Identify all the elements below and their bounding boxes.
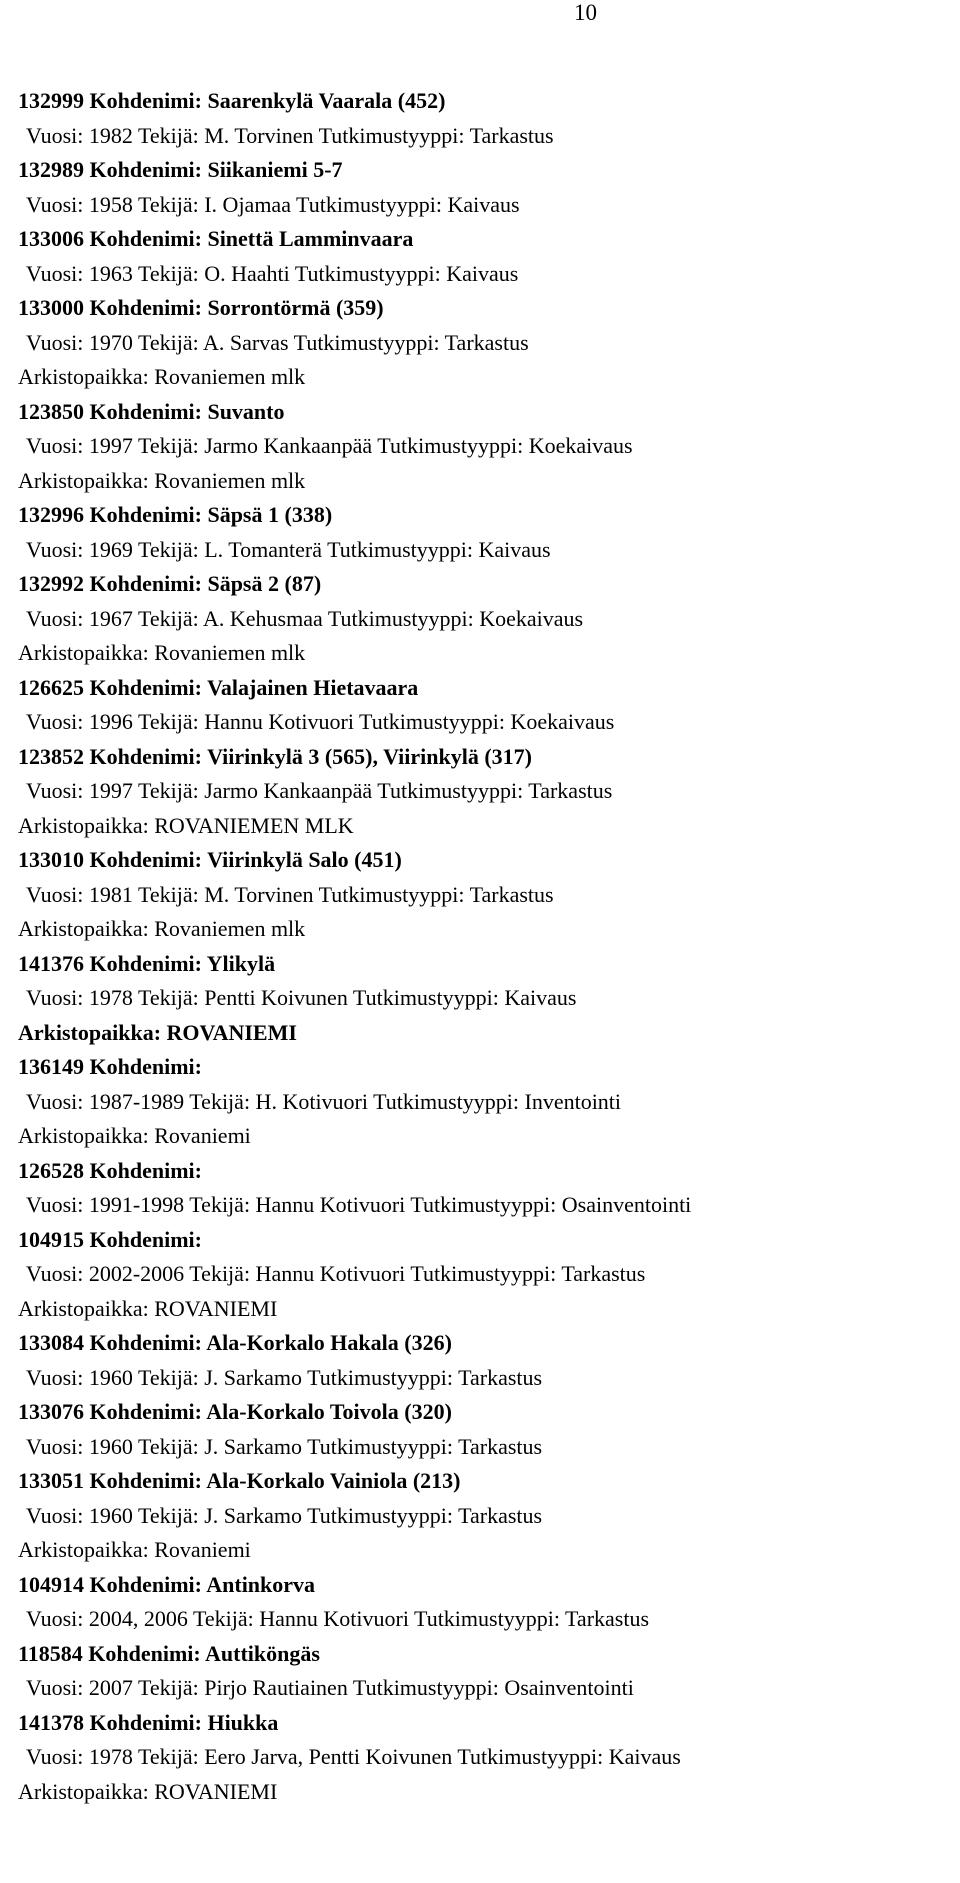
record-heading: 123850 Kohdenimi: Suvanto [18,398,285,424]
record-details: Vuosi: 1987-1989 Tekijä: H. Kotivuori Tutkimustyyppi: Inventointi [26,1088,622,1114]
record-archive-location: Arkistopaikka: Rovaniemen mlk [18,640,306,665]
record-details: Vuosi: 2002-2006 Tekijä: Hannu Kotivuori Tutkimustyyppi: Tarkastus [26,1261,646,1286]
record-details: Vuosi: 2004, 2006 Tekijä: Hannu Kotivuori Tutkimustyyppi: Tarkastus [26,1606,650,1631]
record-heading: 132992 Kohdenimi: Säpsä 2 (87) [18,571,322,596]
record-details: Vuosi: 1996 Tekijä: Hannu Kotivuori Tutkimustyyppi: Koekaivaus [26,709,615,734]
record-heading: 118584 Kohdenimi: Auttiköngäs [18,1640,320,1666]
record-heading: 133000 Kohdenimi: Sorrontörmä (359) [18,295,384,320]
record-heading: 141378 Kohdenimi: Hiukka [18,1709,279,1735]
record-details: Vuosi: 1978 Tekijä: Pentti Koivunen Tutkimustyyppi: Kaivaus [26,985,577,1010]
record-heading: 132989 Kohdenimi: Siikaniemi 5-7 [18,157,343,182]
record-archive-location: Arkistopaikka: ROVANIEMI [18,1295,278,1321]
record-heading: 133010 Kohdenimi: Viirinkylä Salo (451) [18,847,402,872]
record-archive-location: Arkistopaikka: ROVANIEMI [18,1019,297,1045]
record-archive-location: Arkistopaikka: ROVANIEMI [18,1778,278,1804]
record-details: Vuosi: 1997 Tekijä: Jarmo Kankaanpää Tutkimustyyppi: Tarkastus [26,778,613,803]
record-details: Vuosi: 1969 Tekijä: L. Tomanterä Tutkimustyyppi: Kaivaus [26,536,551,562]
record-details: Vuosi: 1960 Tekijä: J. Sarkamo Tutkimustyyppi: Tarkastus [26,1433,543,1459]
record-details: Vuosi: 1978 Tekijä: Eero Jarva, Pentti Koivunen Tutkimustyyppi: Kaivaus [26,1744,681,1769]
record-details: Vuosi: 1960 Tekijä: J. Sarkamo Tutkimustyyppi: Tarkastus [26,1502,543,1528]
record-archive-location: Arkistopaikka: ROVANIEMEN MLK [18,812,354,838]
record-heading: 104914 Kohdenimi: Antinkorva [18,1571,316,1597]
record-details: Vuosi: 1982 Tekijä: M. Torvinen Tutkimustyyppi: Tarkastus [26,122,554,148]
record-heading: 132996 Kohdenimi: Säpsä 1 (338) [18,502,333,527]
record-archive-location: Arkistopaikka: Rovaniemen mlk [18,916,306,941]
record-details: Vuosi: 1970 Tekijä: A. Sarvas Tutkimustyyppi: Tarkastus [26,329,529,355]
record-list [18,84,958,1809]
record-details: Vuosi: 2007 Tekijä: Pirjo Rautiainen Tutkimustyyppi: Osainventointi [26,1675,634,1700]
record-archive-location: Arkistopaikka: Rovaniemi [18,1537,251,1562]
page-number: 10 [574,0,597,25]
record-heading: 123852 Kohdenimi: Viirinkylä 3 (565), Viirinkylä (317) [18,743,532,769]
record-heading: 141376 Kohdenimi: Ylikylä [18,950,276,976]
record-details: Vuosi: 1981 Tekijä: M. Torvinen Tutkimustyyppi: Tarkastus [26,881,554,907]
record-heading: 104915 Kohdenimi: [18,1226,202,1252]
record-details: Vuosi: 1991-1998 Tekijä: Hannu Kotivuori Tutkimustyyppi: Osainventointi [26,1192,692,1217]
record-heading: 133051 Kohdenimi: Ala-Korkalo Vainiola (213) [18,1468,461,1493]
record-archive-location: Arkistopaikka: Rovaniemen mlk [18,364,306,389]
record-details: Vuosi: 1967 Tekijä: A. Kehusmaa Tutkimustyyppi: Koekaivaus [26,605,584,631]
record-heading: 133076 Kohdenimi: Ala-Korkalo Toivola (320) [18,1399,452,1424]
record-heading: 133084 Kohdenimi: Ala-Korkalo Hakala (326) [18,1330,452,1355]
record-heading: 126625 Kohdenimi: Valajainen Hietavaara [18,674,419,700]
record-heading: 132999 Kohdenimi: Saarenkylä Vaarala (452) [18,88,446,113]
record-details: Vuosi: 1960 Tekijä: J. Sarkamo Tutkimustyyppi: Tarkastus [26,1364,543,1390]
record-details: Vuosi: 1963 Tekijä: O. Haahti Tutkimustyyppi: Kaivaus [26,260,519,286]
record-heading: 136149 Kohdenimi: [18,1054,202,1079]
record-heading: 126528 Kohdenimi: [18,1157,202,1183]
record-details: Vuosi: 1958 Tekijä: I. Ojamaa Tutkimustyyppi: Kaivaus [26,191,520,217]
record-archive-location: Arkistopaikka: Rovaniemen mlk [18,467,306,493]
record-heading: 133006 Kohdenimi: Sinettä Lamminvaara [18,226,414,251]
record-archive-location: Arkistopaikka: Rovaniemi [18,1123,251,1148]
record-details: Vuosi: 1997 Tekijä: Jarmo Kankaanpää Tutkimustyyppi: Koekaivaus [26,433,633,458]
